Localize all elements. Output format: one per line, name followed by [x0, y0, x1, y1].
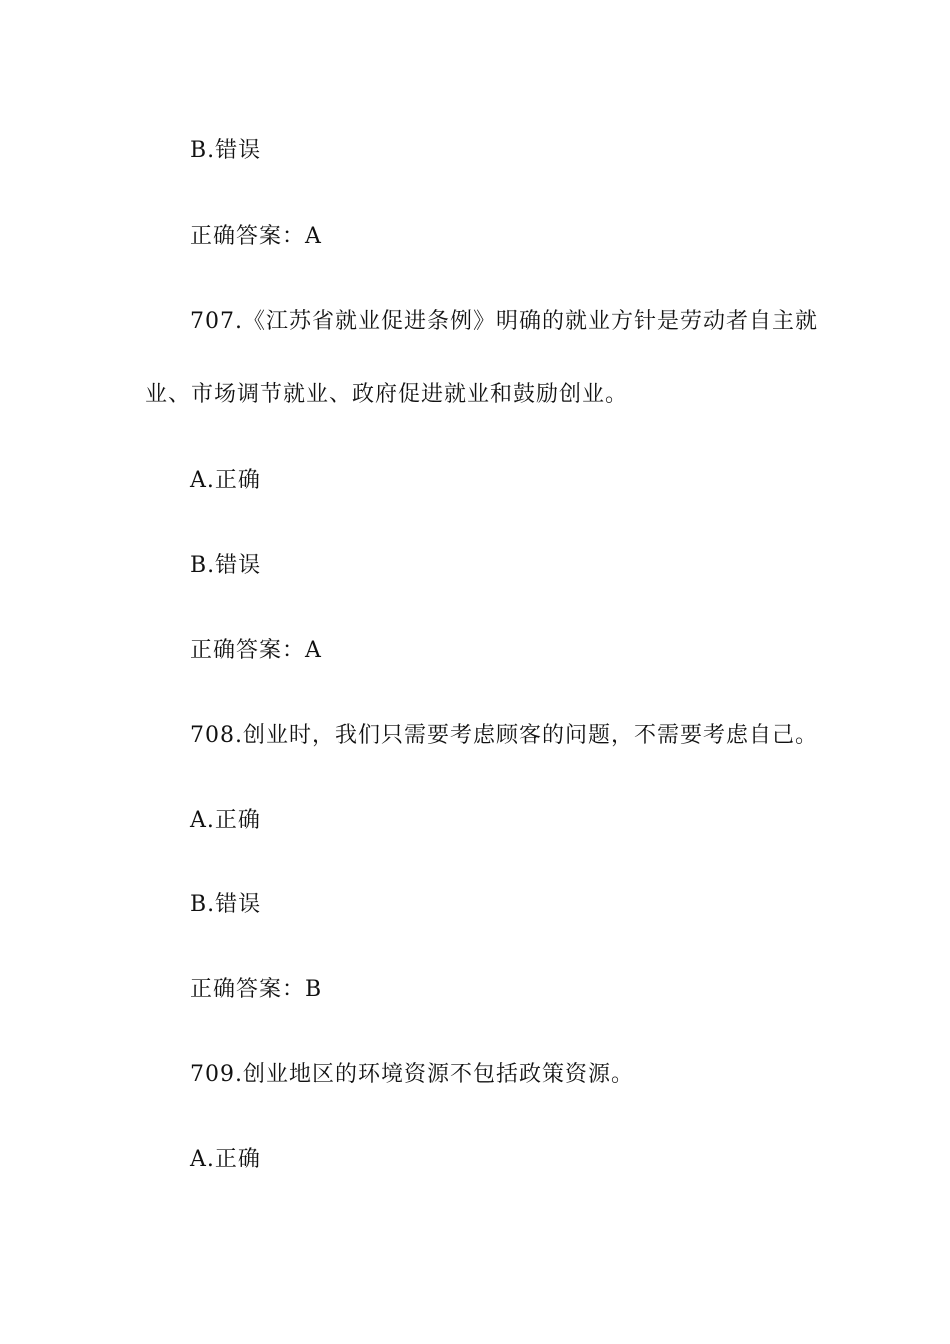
prev-option-b: B.错误: [190, 138, 262, 163]
question-707-option-b: B.错误: [190, 553, 262, 578]
question-708-option-b: B.错误: [190, 892, 262, 917]
question-708-option-a: A.正确: [190, 808, 261, 833]
question-709-stem: 709.创业地区的环境资源不包括政策资源。: [190, 1062, 634, 1087]
question-708-answer: 正确答案：B: [190, 977, 323, 1002]
question-708-stem: 708.创业时，我们只需要考虑顾客的问题，不需要考虑自己。: [190, 723, 818, 748]
question-707-option-a: A.正确: [190, 468, 261, 493]
prev-answer: 正确答案：A: [190, 224, 322, 249]
question-709-option-a: A.正确: [190, 1147, 261, 1172]
question-707-stem-line1: 707.《江苏省就业促进条例》明确的就业方针是劳动者自主就: [190, 309, 818, 334]
question-707-stem-line2: 业、市场调节就业、政府促进就业和鼓励创业。: [145, 382, 629, 407]
question-707-answer: 正确答案：A: [190, 638, 322, 663]
